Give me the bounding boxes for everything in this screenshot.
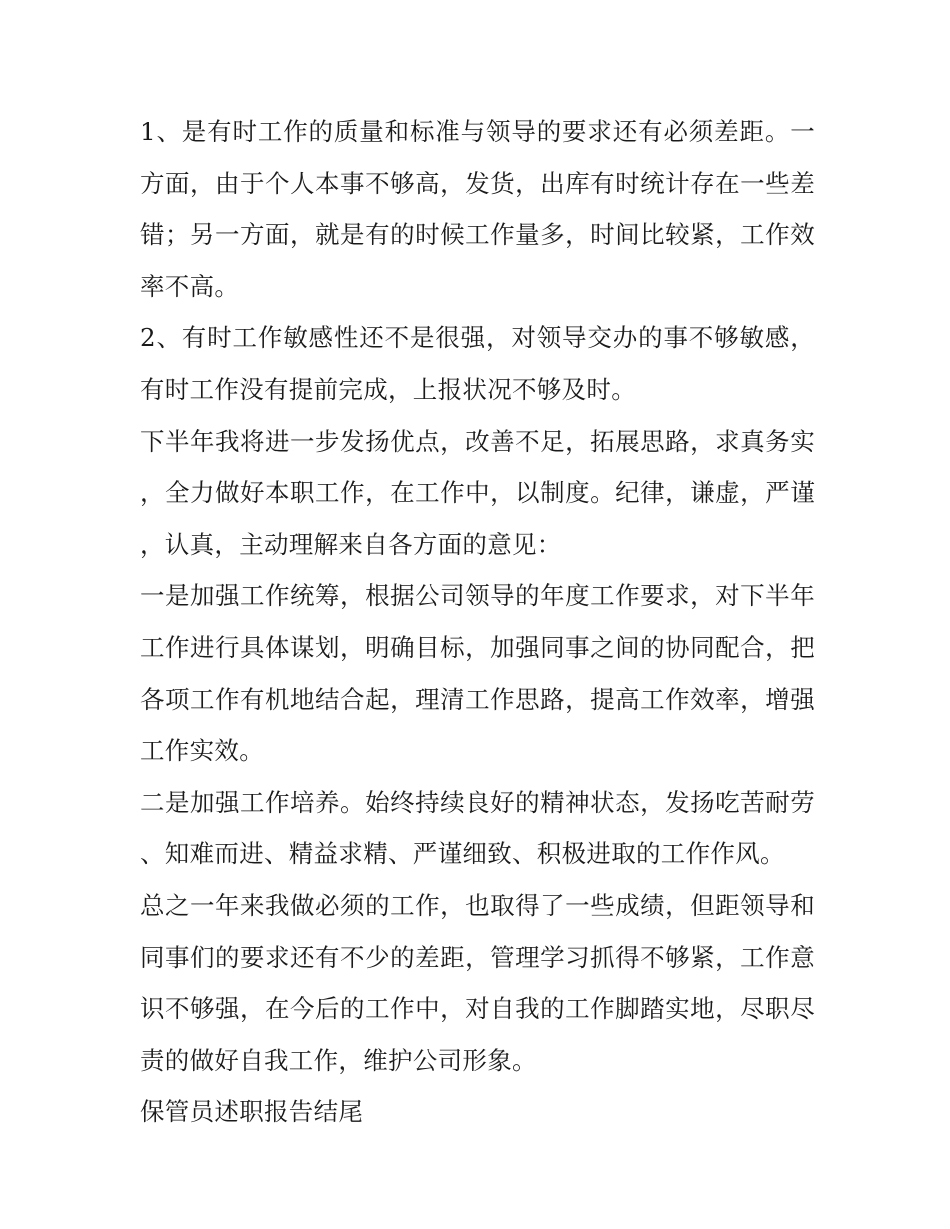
document-body [140, 106, 815, 1138]
paragraph-plan-2: 二是加强工作培养。始终持续良好的精神状态，发扬吃苦耐劳、知难而进、精益求精、严谨细致、积极进取的工作作风。 [140, 787, 815, 869]
paragraph-summary: 总之一年来我做必须的工作，也取得了一些成绩，但距领导和同事们的要求还有不少的差距，管理学习抓得不够紧，工作意识不够强，在今后的工作中，对自我的工作脚踏实地，尽职尽责的做好自我工作，维护公司形象。 [140, 890, 815, 1075]
paragraph-plan-1: 一是加强工作统筹，根据公司领导的年度工作要求，对下半年工作进行具体谋划，明确目标，加强同事之间的协同配合，把各项工作有机地结合起，理清工作思路，提高工作效率，增强工作实效。 [140, 581, 815, 766]
paragraph-closing-title: 保管员述职报告结尾 [140, 1097, 364, 1127]
paragraph-plan-intro: 下半年我将进一步发扬优点，改善不足，拓展思路，求真务实，全力做好本职工作，在工作中，以制度。纪律，谦虚，严谨，认真，主动理解来自各方面的意见： [140, 426, 815, 559]
paragraph-shortcomings-1: 1、是有时工作的质量和标准与领导的要求还有必须差距。一方面，由于个人本事不够高，发货，出库有时统计存在一些差错；另一方面，就是有的时候工作量多，时间比较紧，工作效率不高。 [140, 117, 815, 301]
paragraph-shortcomings-2: 2、有时工作敏感性还不是很强，对领导交办的事不够敏感，有时工作没有提前完成，上报状况不够及时。 [140, 323, 815, 404]
